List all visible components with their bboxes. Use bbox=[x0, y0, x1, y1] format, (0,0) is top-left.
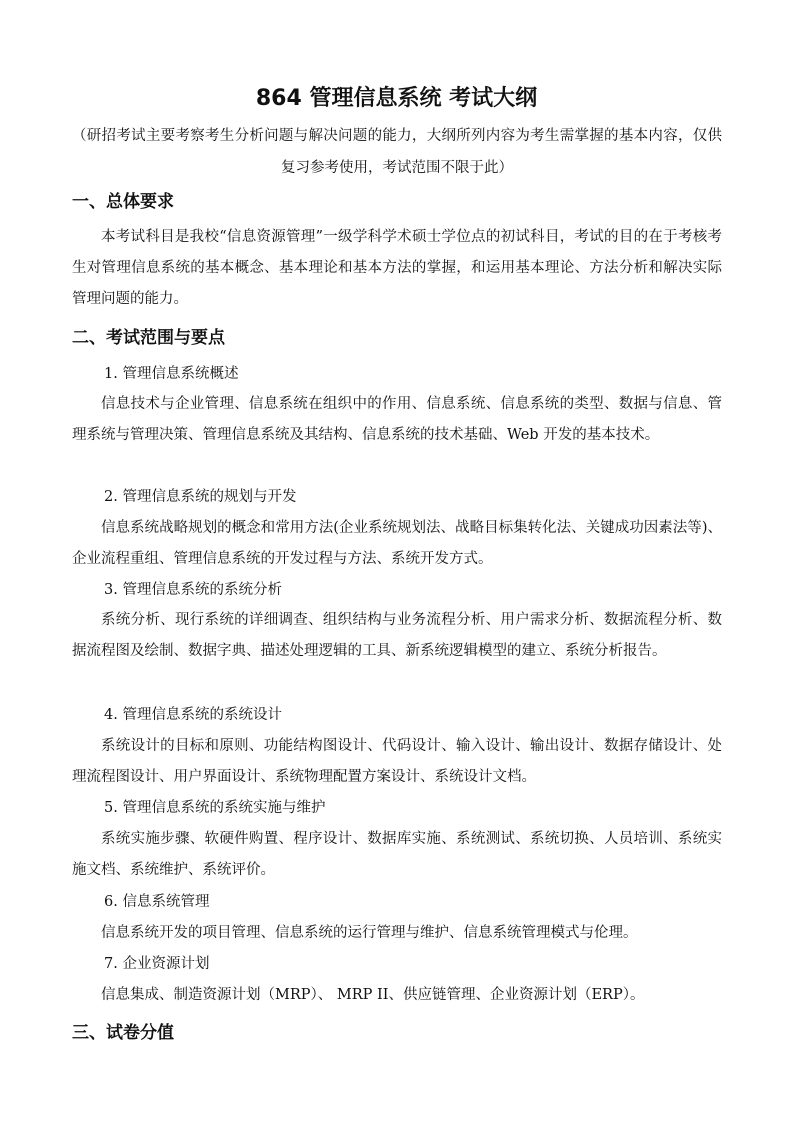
item-title-4: 4. 管理信息系统的系统设计 bbox=[104, 707, 282, 723]
section-heading-general: 一、总体要求 bbox=[72, 192, 174, 212]
item-body-1: 信息技术与企业管理、信息系统在组织中的作用、信息系统、信息系统的类型、数据与信息、管理系统与管理决策、管理信息系统及其结构、信息系统的技术基础、Web 开发的基本技术。 bbox=[72, 396, 722, 443]
section-heading-score: 三、试卷分值 bbox=[72, 1023, 174, 1043]
item-title-6: 6. 信息系统管理 bbox=[104, 894, 210, 910]
exam-note: （研招考试主要考察考生分析问题与解决问题的能力，大纲所列内容为考生需掌握的基本内容，仅供复习参考使用，考试范围不限于此） bbox=[72, 128, 722, 176]
item-body-6: 信息系统开发的项目管理、信息系统的运行管理与维护、信息系统管理模式与伦理。 bbox=[101, 925, 638, 941]
item-body-3: 系统分析、现行系统的详细调查、组织结构与业务流程分析、用户需求分析、数据流程分析、数据流程图及绘制、数据字典、描述处理逻辑的工具、新系统逻辑模型的建立、系统分析报告。 bbox=[72, 612, 722, 659]
document-title: 864 管理信息系统 考试大纲 bbox=[255, 86, 538, 111]
item-title-7: 7. 企业资源计划 bbox=[104, 956, 210, 972]
item-body-5: 系统实施步骤、软硬件购置、程序设计、数据库实施、系统测试、系统切换、人员培训、系统实施文档、系统维护、系统评价。 bbox=[72, 831, 722, 878]
item-body-2: 信息系统战略规划的概念和常用方法(企业系统规划法、战略目标集转化法、关键成功因素法等)、企业流程重组、管理信息系统的开发过程与方法、系统开发方式。 bbox=[72, 520, 722, 567]
item-title-3: 3. 管理信息系统的系统分析 bbox=[104, 582, 282, 598]
item-title-5: 5. 管理信息系统的系统实施与维护 bbox=[104, 800, 326, 816]
section-heading-scope: 二、考试范围与要点 bbox=[72, 328, 225, 348]
item-body-7: 信息集成、制造资源计划（MRP）、 MRP II、供应链管理、企业资源计划（ERP）。 bbox=[101, 987, 645, 1003]
item-title-2: 2. 管理信息系统的规划与开发 bbox=[104, 489, 297, 505]
item-body-4: 系统设计的目标和原则、功能结构图设计、代码设计、输入设计、输出设计、数据存储设计、处理流程图设计、用户界面设计、系统物理配置方案设计、系统设计文档。 bbox=[72, 738, 722, 785]
section-body-general: 本考试科目是我校“信息资源管理”一级学科学术硕士学位点的初试科目，考试的目的在于考核考生对管理信息系统的基本概念、基本理论和基本方法的掌握，和运用基本理论、方法分析和解决实际管理问题的能力。 bbox=[72, 229, 722, 307]
item-title-1: 1. 管理信息系统概述 bbox=[104, 366, 239, 382]
